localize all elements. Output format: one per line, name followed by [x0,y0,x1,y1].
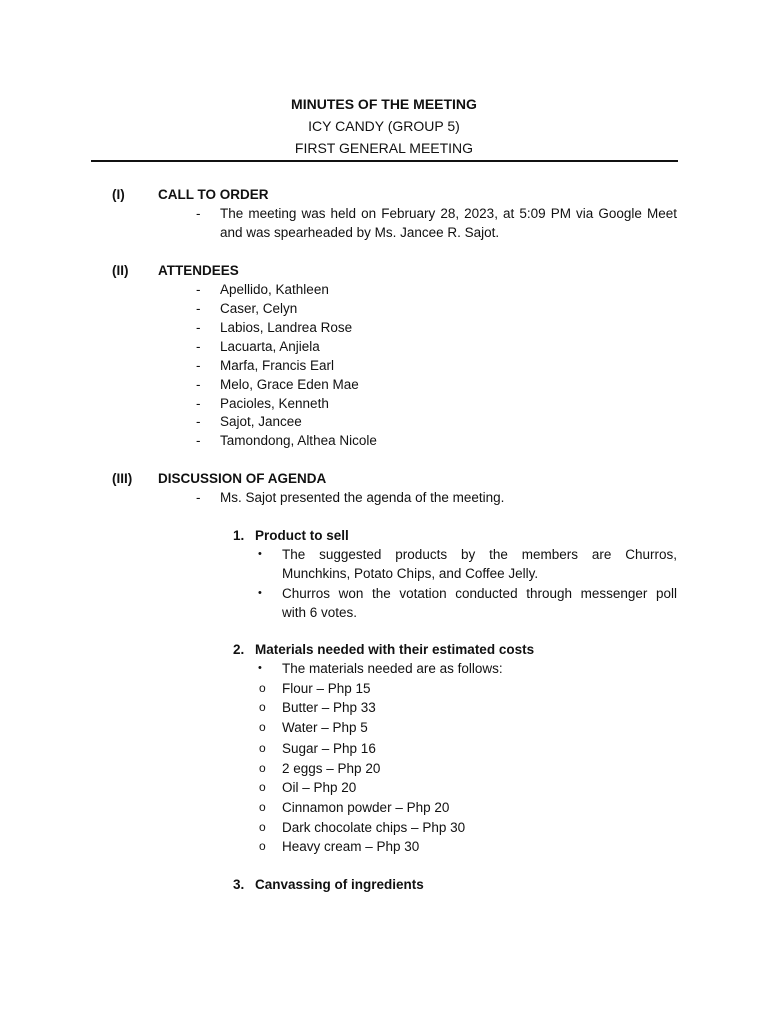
circle-marker: o [259,741,266,755]
dash-marker: - [196,206,201,221]
agenda-item-title-canvassing: Canvassing of ingredients [255,877,424,892]
bullet-marker: • [258,548,262,560]
material-item: Dark chocolate chips – Php 30 [282,820,466,835]
dash-marker: - [196,301,201,316]
agenda-item-number-2: 2. [233,642,245,657]
dash-marker: - [196,490,201,505]
attendee-name: Pacioles, Kenneth [220,396,329,411]
dash-marker: - [196,358,201,373]
bullet-marker: • [258,587,262,599]
attendee-name: Labios, Landrea Rose [220,320,353,335]
section-title-attendees: ATTENDEES [158,263,239,278]
material-item: Water – Php 5 [282,720,368,735]
dash-marker: - [196,339,201,354]
material-item: 2 eggs – Php 20 [282,761,381,776]
section-number-3: (III) [112,471,133,486]
material-item: Heavy cream – Php 30 [282,839,420,854]
circle-marker: o [259,780,266,794]
material-item: Oil – Php 20 [282,780,357,795]
attendee-name: Tamondong, Althea Nicole [220,433,377,448]
dash-marker: - [196,320,201,335]
section-number-2: (II) [112,263,129,278]
section-number-1: (I) [112,187,125,202]
product-bullet-2-line-2: with 6 votes. [282,605,358,620]
dash-marker: - [196,377,201,392]
material-item: Flour – Php 15 [282,681,371,696]
circle-marker: o [259,681,266,695]
product-bullet-2-line-1: Churros won the votation conducted through messenger poll [282,586,677,601]
attendee-name: Apellido, Kathleen [220,282,329,297]
document-title: MINUTES OF THE MEETING [291,96,477,112]
header-divider [91,160,678,162]
product-bullet-1-line-2: Munchkins, Potato Chips, and Coffee Jelly. [282,566,539,581]
call-to-order-line-1: The meeting was held on February 28, 2023, at 5:09 PM via Google Meet [220,206,677,221]
attendee-name: Sajot, Jancee [220,414,302,429]
attendee-name: Caser, Celyn [220,301,298,316]
circle-marker: o [259,761,266,775]
dash-marker: - [196,433,201,448]
dash-marker: - [196,282,201,297]
section-title-agenda: DISCUSSION OF AGENDA [158,471,327,486]
circle-marker: o [259,839,266,853]
agenda-item-number-3: 3. [233,877,245,892]
group-name: ICY CANDY (GROUP 5) [308,118,460,134]
circle-marker: o [259,820,266,834]
agenda-item-title-materials: Materials needed with their estimated costs [255,642,535,657]
material-item: Sugar – Php 16 [282,741,376,756]
dash-marker: - [196,414,201,429]
agenda-item-title-product: Product to sell [255,528,349,543]
attendee-name: Melo, Grace Eden Mae [220,377,359,392]
dash-marker: - [196,396,201,411]
circle-marker: o [259,800,266,814]
circle-marker: o [259,700,266,714]
agenda-item-number-1: 1. [233,528,245,543]
section-title-call-to-order: CALL TO ORDER [158,187,269,202]
attendee-name: Marfa, Francis Earl [220,358,335,373]
meeting-name: FIRST GENERAL MEETING [294,140,474,156]
product-bullet-1-line-1: The suggested products by the members are Churros, [282,547,677,562]
material-item: Cinnamon powder – Php 20 [282,800,450,815]
call-to-order-line-2: and was spearheaded by Ms. Jancee R. Sajot. [220,225,500,240]
circle-marker: o [259,720,266,734]
materials-lead: The materials needed are as follows: [282,661,503,676]
bullet-marker: • [258,662,262,674]
material-item: Butter – Php 33 [282,700,376,715]
attendee-name: Lacuarta, Anjiela [220,339,320,354]
agenda-intro: Ms. Sajot presented the agenda of the meeting. [220,490,505,505]
